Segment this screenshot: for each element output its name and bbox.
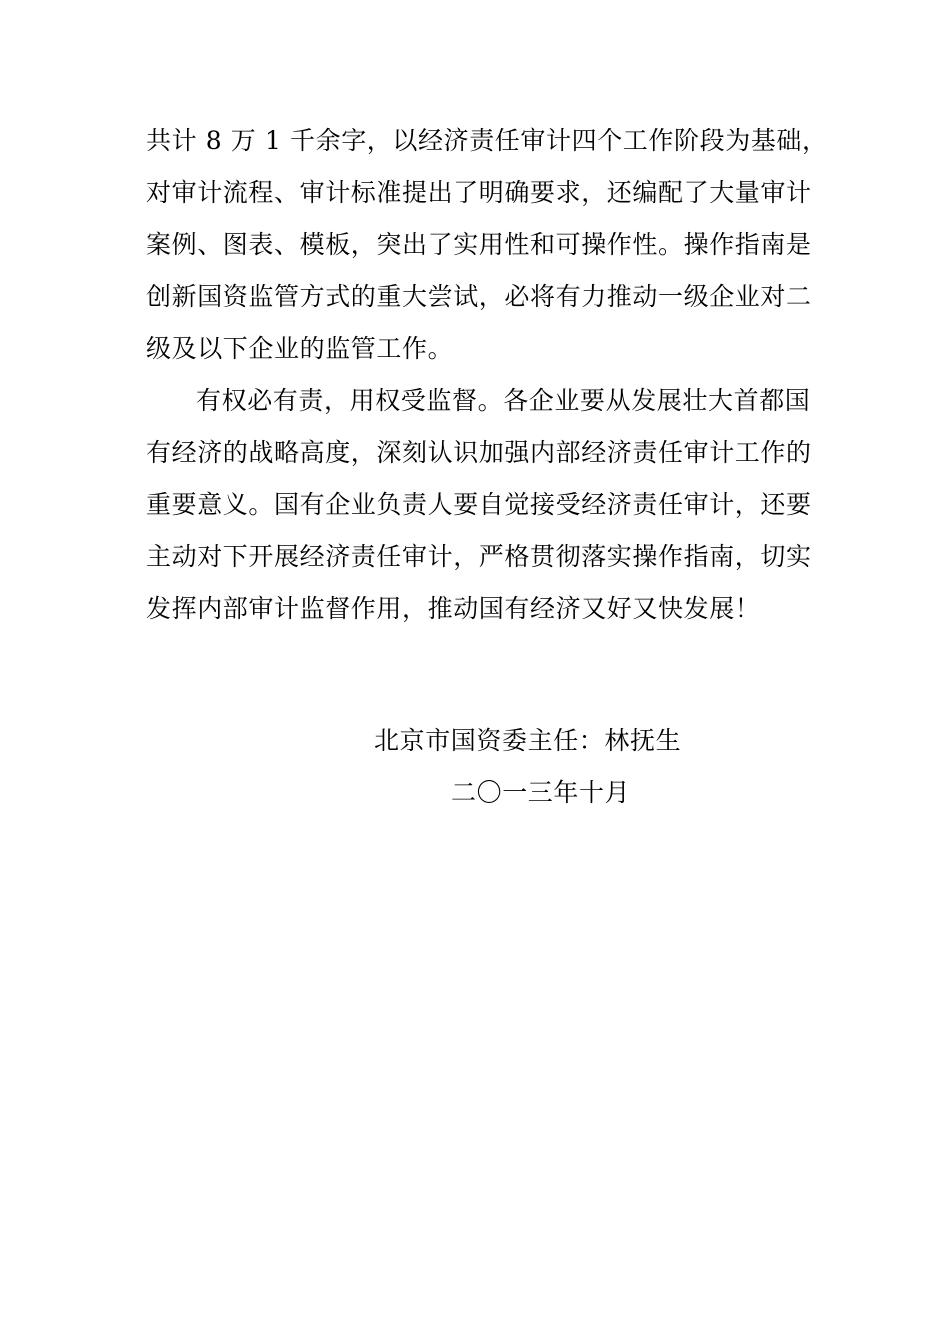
paragraph-1-line-3: 案例、图表、模板，突出了实用性和可操作性。操作指南是 — [146, 230, 812, 259]
signature-block — [374, 721, 794, 825]
paragraph-1-line-1: 共计 8 万 1 千余字，以经济责任审计四个工作阶段为基础， — [146, 126, 828, 155]
signature-author: 北京市国资委主任：林抚生 — [374, 726, 682, 755]
paragraph-1-line-4: 创新国资监管方式的重大尝试，必将有力推动一级企业对二 — [146, 282, 812, 311]
paragraph-1-line-5: 级及以下企业的监管工作。 — [146, 334, 454, 363]
signature-date: 二〇一三年十月 — [451, 778, 631, 807]
paragraph-2-line-4: 主动对下开展经济责任审计，严格贯彻落实操作指南，切实 — [146, 542, 812, 571]
document-body — [146, 121, 828, 641]
paragraph-1-line-2: 对审计流程、审计标准提出了明确要求，还编配了大量审计 — [146, 178, 812, 207]
paragraph-2-line-2: 有经济的战略高度，深刻认识加强内部经济责任审计工作的 — [146, 438, 812, 467]
paragraph-2-line-5: 发挥内部审计监督作用，推动国有经济又好又快发展！ — [146, 594, 761, 623]
paragraph-2-line-3: 重要意义。国有企业负责人要自觉接受经济责任审计，还要 — [146, 490, 812, 519]
paragraph-2-line-1: 有权必有责，用权受监督。各企业要从发展壮大首都国 — [196, 386, 811, 415]
